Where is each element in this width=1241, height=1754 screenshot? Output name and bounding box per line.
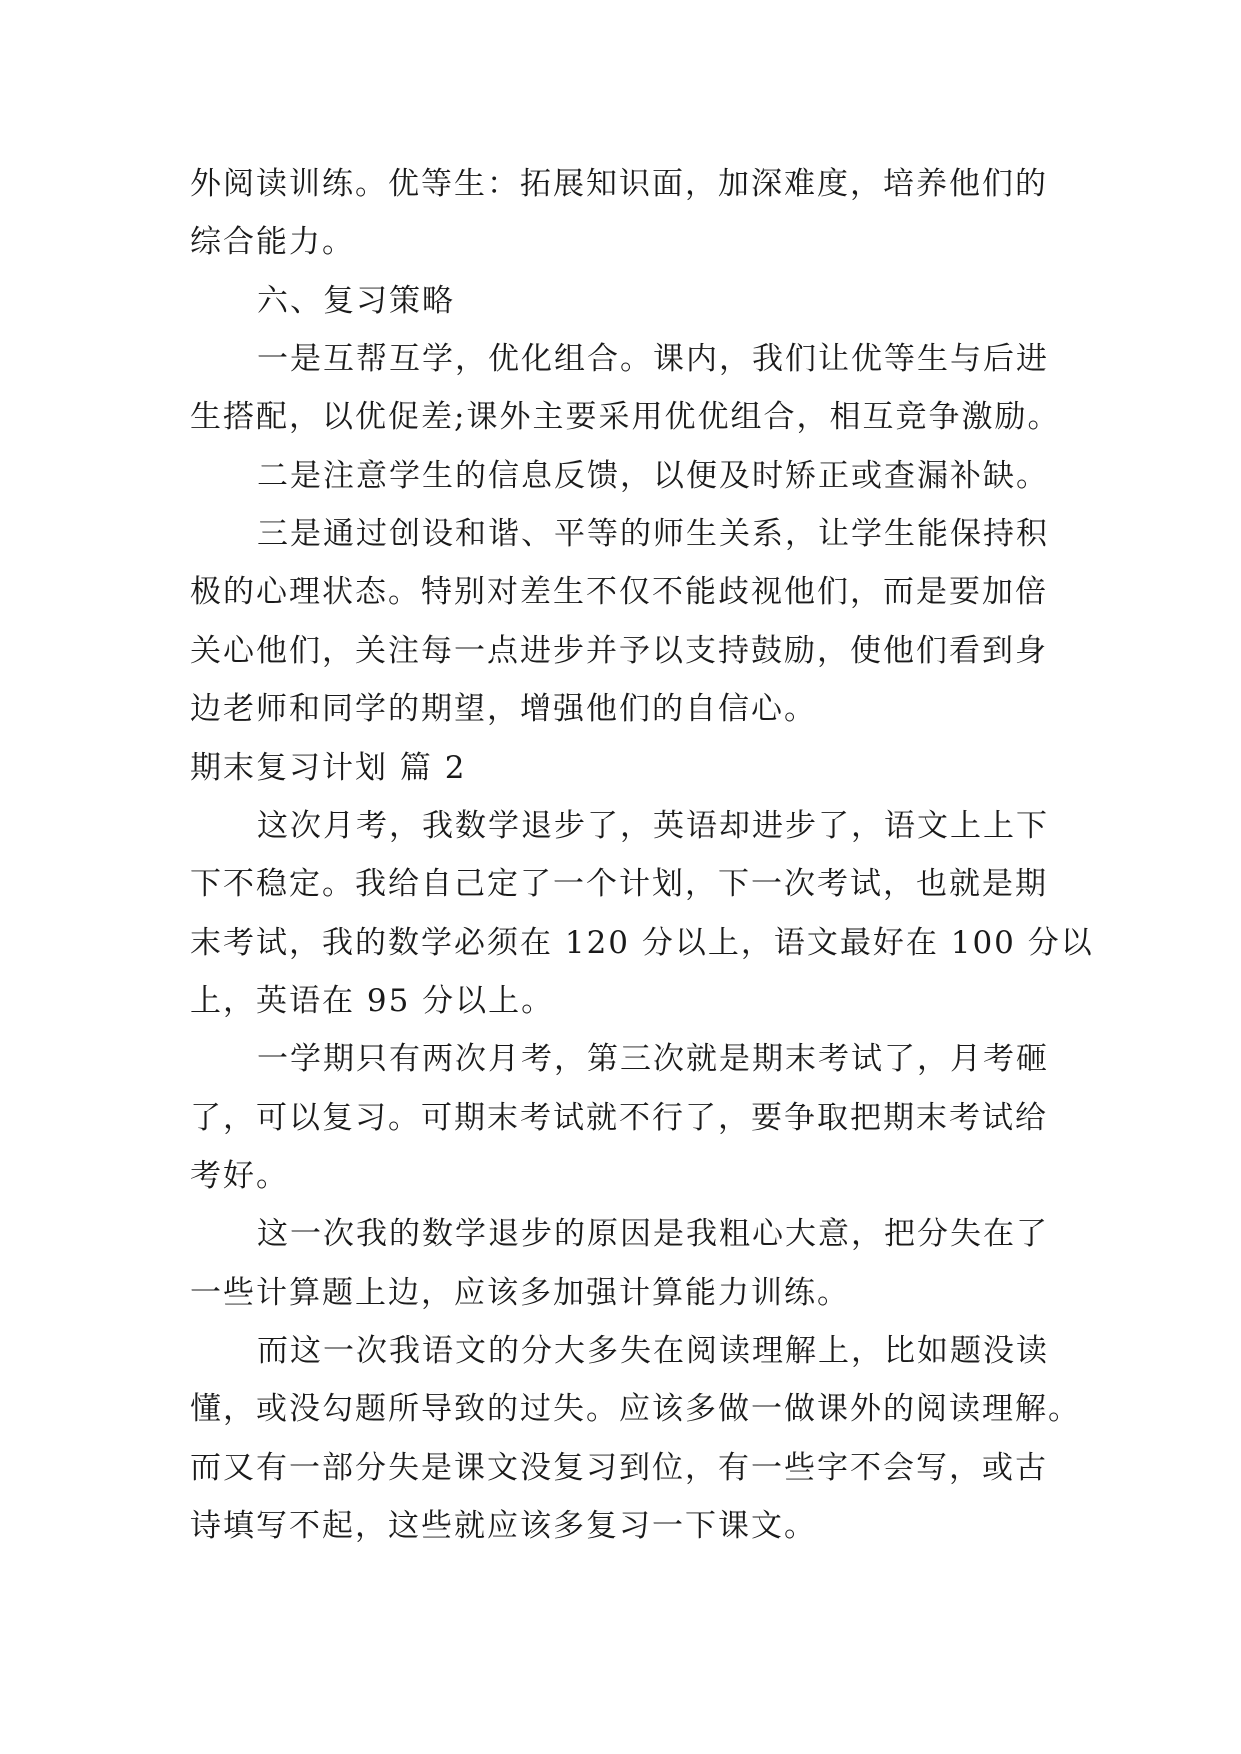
text-line: 考好。 [190, 1158, 289, 1194]
text-line: 诗填写不起，这些就应该多复习一下课文。 [190, 1508, 817, 1544]
text-line: 生搭配，以优促差;课外主要采用优优组合，相互竞争激励。 [190, 399, 1061, 435]
text-line: 这一次我的数学退步的原因是我粗心大意，把分失在了 [257, 1216, 1049, 1252]
text-line: 二是注意学生的信息反馈，以便及时矫正或查漏补缺。 [257, 458, 1049, 494]
text-line: 末考试，我的数学必须在 120 分以上，语文最好在 100 分以 [190, 925, 1094, 961]
text-line: 外阅读训练。优等生：拓展知识面，加深难度，培养他们的 [190, 166, 1048, 202]
text-line: 边老师和同学的期望，增强他们的自信心。 [190, 691, 817, 727]
section-heading: 六、复习策略 [257, 283, 455, 319]
text-line: 极的心理状态。特别对差生不仅不能歧视他们，而是要加倍 [190, 574, 1048, 610]
text-line: 这次月考，我数学退步了，英语却进步了，语文上上下 [257, 808, 1049, 844]
text-line: 一学期只有两次月考，第三次就是期末考试了，月考砸 [257, 1041, 1049, 1077]
text-line: 懂，或没勾题所导致的过失。应该多做一做课外的阅读理解。 [190, 1391, 1081, 1427]
text-line: 综合能力。 [190, 224, 355, 260]
text-line: 三是通过创设和谐、平等的师生关系，让学生能保持积 [257, 516, 1049, 552]
text-line: 上，英语在 95 分以上。 [190, 983, 555, 1019]
text-line: 而这一次我语文的分大多失在阅读理解上，比如题没读 [257, 1333, 1049, 1369]
text-line: 一些计算题上边，应该多加强计算能力训练。 [190, 1275, 850, 1311]
text-line: 关心他们，关注每一点进步并予以支持鼓励，使他们看到身 [190, 633, 1048, 669]
text-line: 而又有一部分失是课文没复习到位，有一些字不会写，或古 [190, 1450, 1048, 1486]
text-line: 下不稳定。我给自己定了一个计划，下一次考试，也就是期 [190, 866, 1048, 902]
text-line: 了，可以复习。可期末考试就不行了，要争取把期末考试给 [190, 1100, 1048, 1136]
text-line: 一是互帮互学，优化组合。课内，我们让优等生与后进 [257, 341, 1049, 377]
article-title: 期末复习计划 篇 2 [190, 750, 467, 786]
